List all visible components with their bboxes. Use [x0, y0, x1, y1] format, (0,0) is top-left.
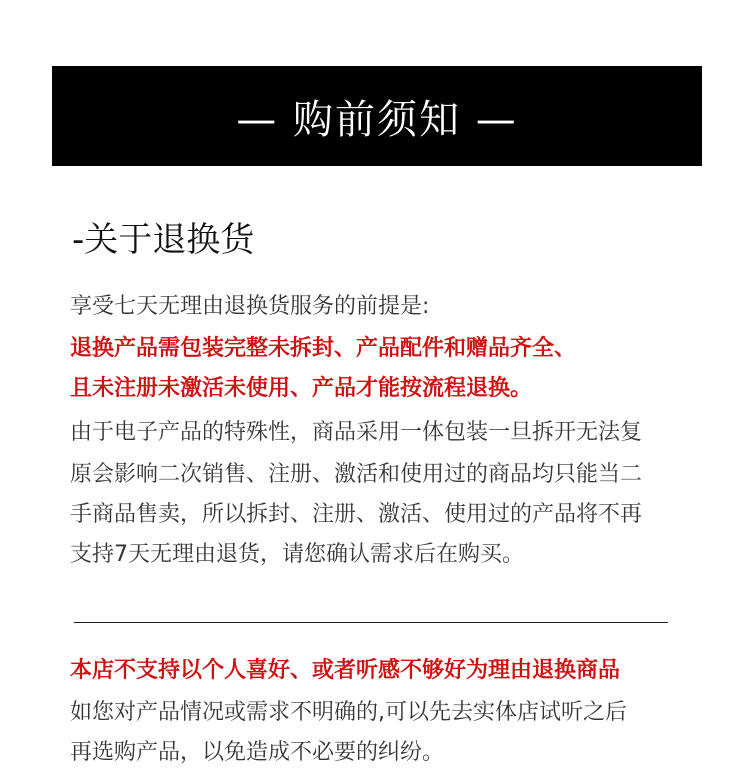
notice-line-1: 如您对产品情况或需求不明确的,可以先去实体店试听之后	[70, 700, 627, 725]
condition-text-line-2: 且未注册未激活未使用、产品才能按流程退换。	[70, 376, 533, 401]
section-heading-returns: -关于退换货	[72, 220, 255, 260]
explanation-line-3: 手商品售卖，所以拆封、注册、激活、使用过的产品将不再	[70, 502, 643, 527]
page-title: — 购前须知 —	[236, 96, 518, 143]
notice-line-2: 再选购产品，以免造成不必要的纠纷。	[70, 740, 445, 765]
explanation-line-1: 由于电子产品的特殊性，商品采用一体包装一旦拆开无法复	[70, 420, 643, 445]
explanation-line-2: 原会影响二次销售、注册、激活和使用过的商品均只能当二	[70, 462, 643, 487]
notice-red-line: 本店不支持以个人喜好、或者听感不够好为理由退换商品	[70, 658, 621, 683]
section-divider	[74, 622, 668, 623]
condition-text-line-1: 退换产品需包装完整未拆封、产品配件和赠品齐全、	[70, 336, 577, 361]
intro-text: 享受七天无理由退换货服务的前提是:	[70, 294, 430, 319]
header-banner	[52, 66, 702, 166]
explanation-line-4: 支持7天无理由退货，请您确认需求后在购买。	[70, 542, 524, 567]
